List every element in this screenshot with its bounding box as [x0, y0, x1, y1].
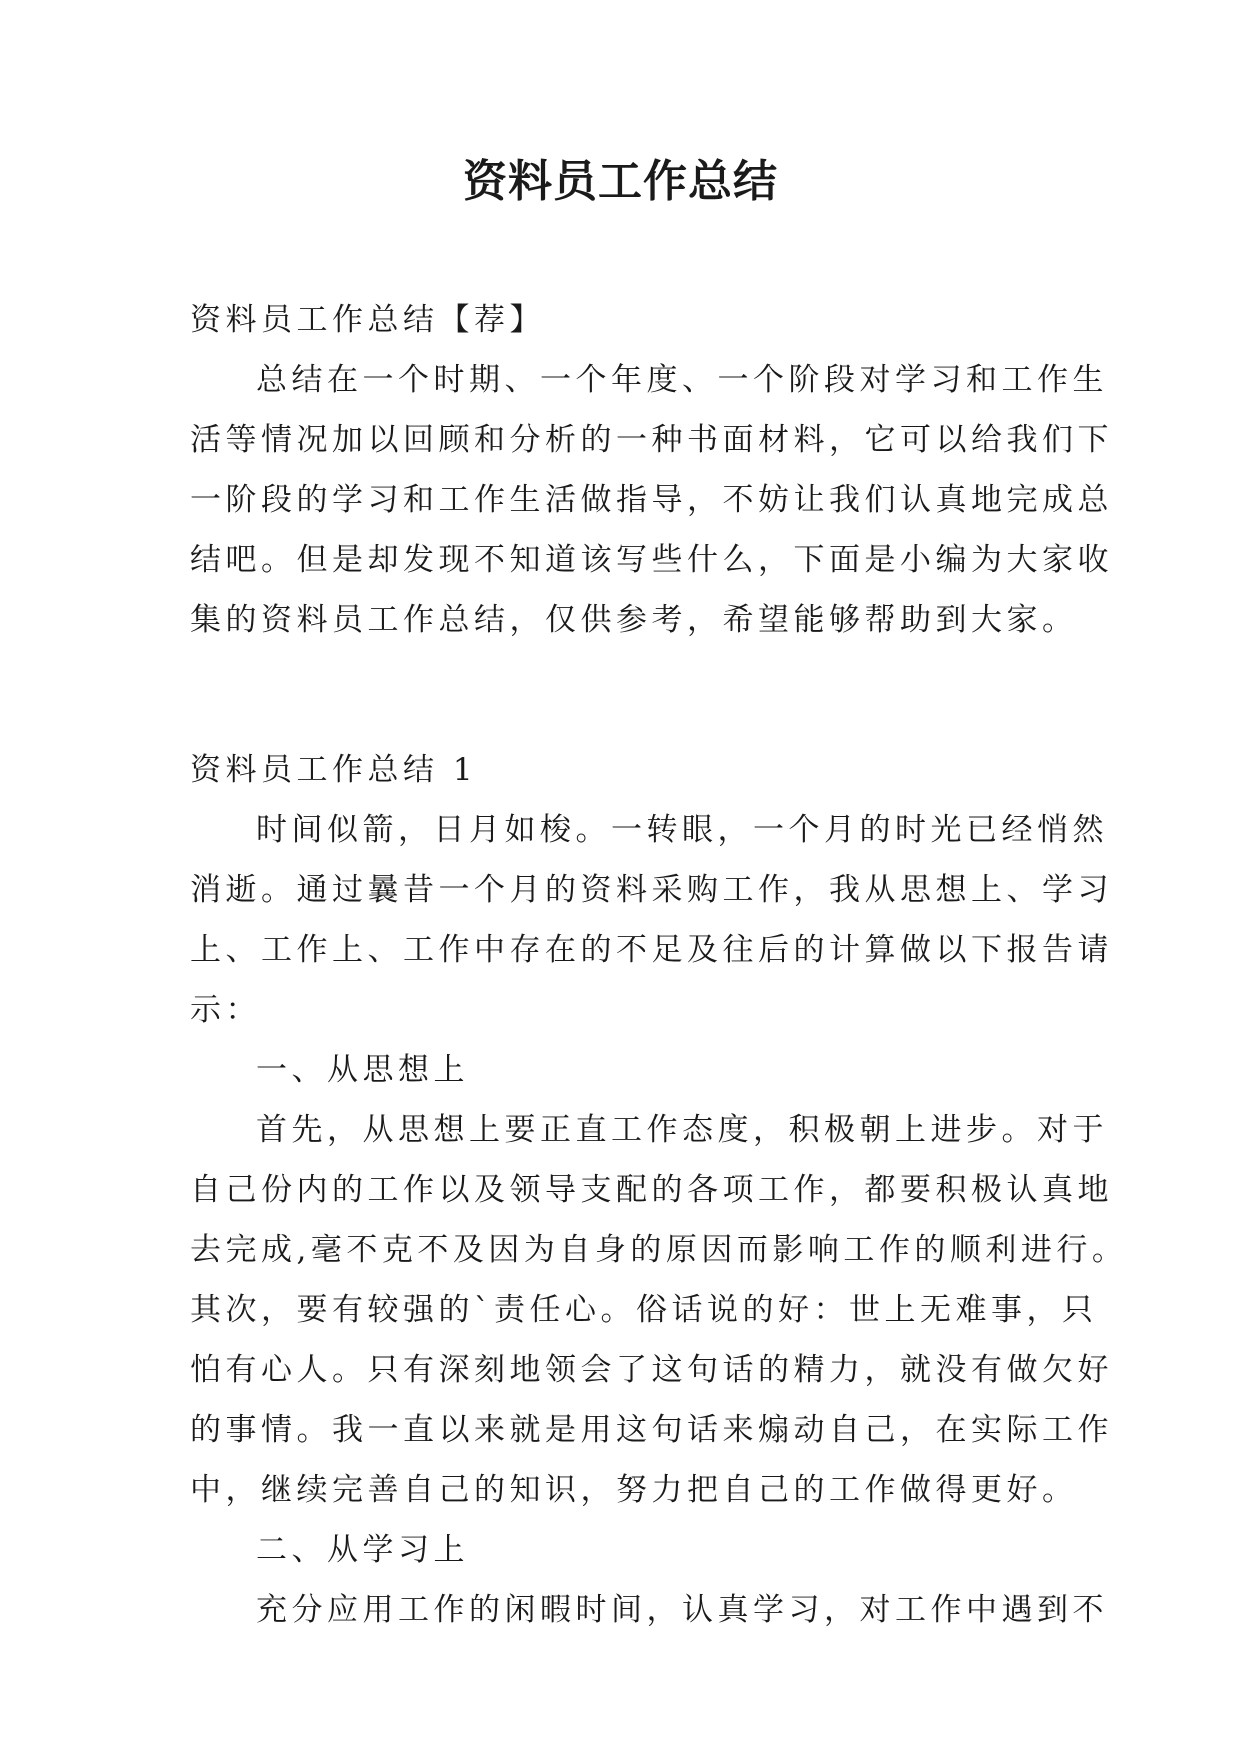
text-line: 上、工作上、工作中存在的不足及往后的计算做以下报告请	[190, 932, 1113, 968]
text-line: 其次，要有较强的`责任心。俗话说的好：世上无难事，只	[190, 1292, 1098, 1328]
text-line: 时间似箭，日月如梭。一转眼，一个月的时光已经悄然	[256, 812, 1108, 848]
text-line: 资料员工作总结【荐】	[190, 302, 545, 338]
text-line: 怕有心人。只有深刻地领会了这句话的精力，就没有做欠好	[190, 1352, 1113, 1388]
text-line: 总结在一个时期、一个年度、一个阶段对学习和工作生	[256, 362, 1108, 398]
text-line: 资料员工作总结 1	[190, 752, 478, 788]
text-line: 结吧。但是却发现不知道该写些什么，下面是小编为大家收	[190, 542, 1113, 578]
text-line: 去完成,毫不克不及因为自身的原因而影响工作的顺利进行。	[190, 1232, 1128, 1268]
text-line: 活等情况加以回顾和分析的一种书面材料，它可以给我们下	[190, 422, 1113, 458]
document-body	[190, 290, 1128, 1640]
text-line: 一阶段的学习和工作生活做指导，不妨让我们认真地完成总	[190, 482, 1113, 518]
text-line: 充分应用工作的闲暇时间，认真学习，对工作中遇到不	[256, 1592, 1108, 1628]
paragraph-gap	[190, 650, 1052, 740]
text-line: 示：	[190, 992, 261, 1028]
text-line: 自己份内的工作以及领导支配的各项工作，都要积极认真地	[190, 1172, 1113, 1208]
text-line: 二、从学习上	[256, 1532, 469, 1568]
text-line: 集的资料员工作总结，仅供参考，希望能够帮助到大家。	[190, 602, 1078, 638]
document-title: 资料员工作总结	[463, 156, 778, 207]
text-line: 中，继续完善自己的知识，努力把自己的工作做得更好。	[190, 1472, 1078, 1508]
text-line: 消逝。通过曩昔一个月的资料采购工作，我从思想上、学习	[190, 872, 1113, 908]
text-line: 一、从思想上	[256, 1052, 469, 1088]
text-line: 首先，从思想上要正直工作态度，积极朝上进步。对于	[256, 1112, 1108, 1148]
text-line: 的事情。我一直以来就是用这句话来煽动自己，在实际工作	[190, 1412, 1113, 1448]
